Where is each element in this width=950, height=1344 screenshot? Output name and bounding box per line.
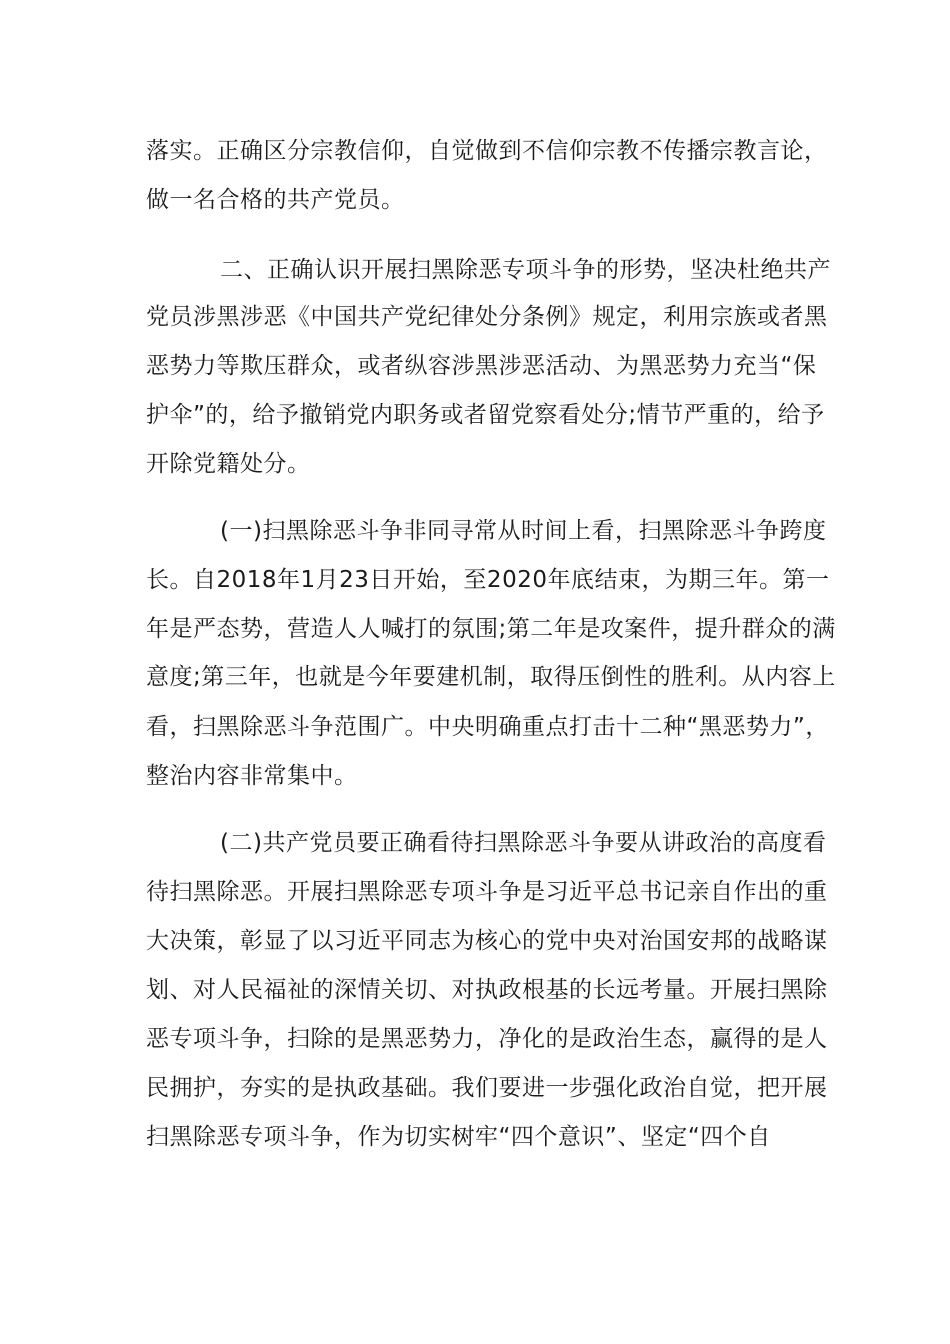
subsection-heading-line: (一)扫黑除恶斗争非同寻常从时间上看，扫黑除恶斗争跨度 [220,518,827,544]
text-line: 长。自2018年1月23日开始，至2020年底结束，为期三年。第一 [146,567,830,593]
text-line: 划、对人民福祉的深情关切、对执政根基的长远考量。开展扫黑除 [146,977,828,1003]
text-line: 扫黑除恶专项斗争，作为切实树牢“四个意识”、坚定“四个自 [146,1124,771,1150]
text-line: 做一名合格的共产党员。 [146,187,405,213]
text-line: 看，扫黑除恶斗争范围广。中央明确重点打击十二种“黑恶势力”， [146,714,829,740]
text-line: 年是严态势，营造人人喊打的氛围;第二年是攻案件，提升群众的满 [146,616,836,642]
text-line: 落实。正确区分宗教信仰，自觉做到不信仰宗教不传播宗教言论， [146,138,828,164]
text-line: 意度;第三年，也就是今年要建机制，取得压倒性的胜利。从内容上 [146,664,836,690]
text-line: 待扫黑除恶。开展扫黑除恶专项斗争是习近平总书记亲自作出的重 [146,879,828,905]
text-line: 整治内容非常集中。 [146,763,358,789]
subsection-heading-line: (二)共产党员要正确看待扫黑除恶斗争要从讲政治的高度看 [220,830,827,856]
text-line: 护伞”的，给予撤销党内职务或者留党察看处分;情节严重的，给予 [146,402,825,428]
text-line: 大决策，彰显了以习近平同志为核心的党中央对治国安邦的战略谋 [146,928,828,954]
text-line: 党员涉黑涉恶《中国共产党纪律处分条例》规定，利用宗族或者黑 [146,304,828,330]
text-line: 恶专项斗争，扫除的是黑恶势力，净化的是政治生态，赢得的是人 [146,1026,828,1052]
text-line: 开除党籍处分。 [146,451,311,477]
text-line: 民拥护，夯实的是执政基础。我们要进一步强化政治自觉，把开展 [146,1075,828,1101]
section-heading-line: 二、正确认识开展扫黑除恶专项斗争的形势，坚决杜绝共产 [220,257,831,283]
text-line: 恶势力等欺压群众，或者纵容涉黑涉恶活动、为黑恶势力充当“保 [146,353,817,379]
